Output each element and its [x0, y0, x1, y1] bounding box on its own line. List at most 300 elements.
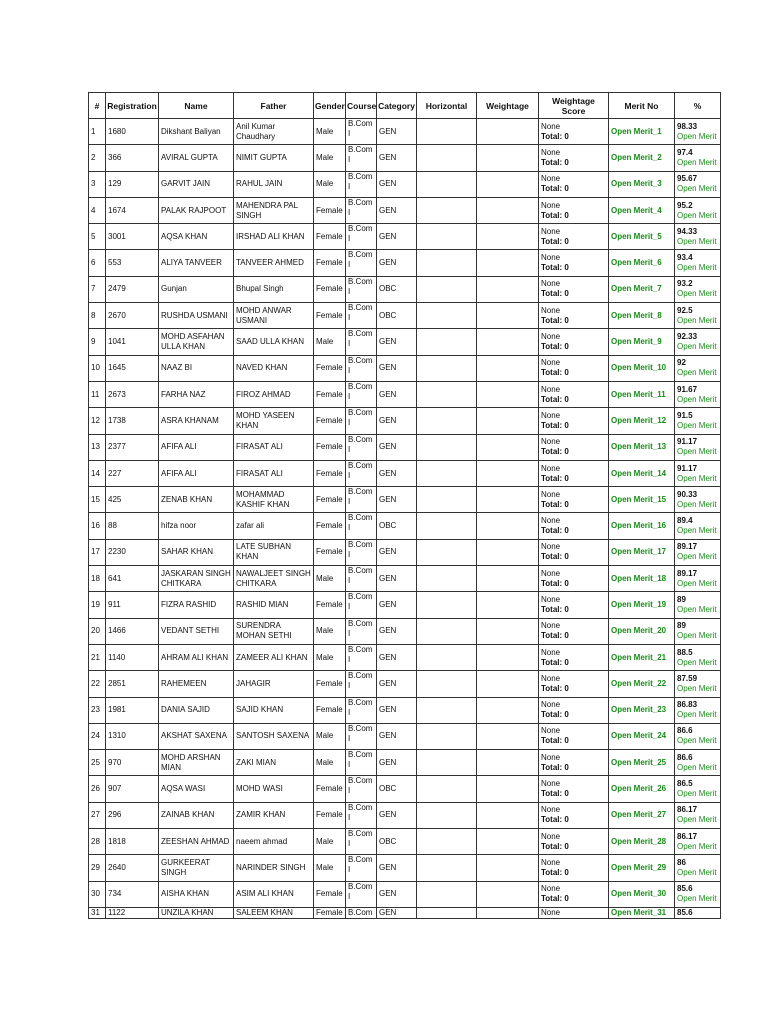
percent-label: Open Merit	[677, 552, 717, 562]
weightage-score-value: None	[541, 884, 561, 894]
name-cell: AKSHAT SAXENA	[159, 723, 234, 749]
percent-cell	[675, 697, 721, 723]
weightage-score-value: None	[541, 542, 561, 552]
gender-cell: Female	[314, 907, 346, 918]
percent-label: Open Merit	[677, 263, 717, 273]
gender-cell: Female	[314, 776, 346, 802]
weightage-score-value: None	[541, 410, 561, 420]
percent-value: 97.4	[677, 147, 693, 157]
name-cell: AISHA KHAN	[159, 881, 234, 907]
registration-cell: 1140	[106, 644, 159, 670]
table-row	[89, 197, 721, 223]
weightage-score-cell	[539, 381, 609, 407]
percent-label: Open Merit	[677, 815, 717, 825]
horizontal-cell	[417, 697, 477, 723]
name-cell: AVIRAL GUPTA	[159, 145, 234, 171]
percent-cell	[675, 197, 721, 223]
name-cell: AFIFA ALI	[159, 434, 234, 460]
weightage-score-value: None	[541, 647, 561, 657]
weightage-total: Total: 0	[541, 526, 569, 536]
percent-label: Open Merit	[677, 315, 717, 325]
table-row	[89, 671, 721, 697]
percent-value: 91.17	[677, 463, 698, 473]
weightage-score-value: None	[541, 147, 561, 157]
horizontal-cell	[417, 197, 477, 223]
percent-cell	[675, 355, 721, 381]
gender-cell: Female	[314, 434, 346, 460]
gender-cell: Male	[314, 855, 346, 881]
registration-cell: 1738	[106, 408, 159, 434]
registration-cell: 2673	[106, 381, 159, 407]
col-header-name: Name	[159, 93, 234, 119]
percent-cell	[675, 276, 721, 302]
table-row	[89, 750, 721, 776]
weightage-score-value: None	[541, 568, 561, 578]
name-cell: GURKEERAT SINGH	[159, 855, 234, 881]
merit-no-cell: Open Merit_8	[609, 303, 675, 329]
category-cell: OBC	[377, 276, 417, 302]
horizontal-cell	[417, 513, 477, 539]
horizontal-cell	[417, 408, 477, 434]
father-cell: ZAMIR KHAN	[234, 802, 314, 828]
percent-cell	[675, 802, 721, 828]
weightage-score-value: None	[541, 726, 561, 736]
name-cell: RAHEMEEN	[159, 671, 234, 697]
table-row	[89, 224, 721, 250]
percent-cell	[675, 566, 721, 592]
table-row	[89, 855, 721, 881]
weightage-cell	[477, 145, 539, 171]
horizontal-cell	[417, 119, 477, 145]
registration-cell: 1680	[106, 119, 159, 145]
percent-label: Open Merit	[677, 604, 717, 614]
weightage-total: Total: 0	[541, 815, 569, 825]
course-cell: B.Com I	[346, 671, 377, 697]
gender-cell: Female	[314, 487, 346, 513]
gender-cell: Male	[314, 723, 346, 749]
weightage-score-cell	[539, 776, 609, 802]
percent-cell	[675, 907, 721, 918]
horizontal-cell	[417, 750, 477, 776]
weightage-total: Total: 0	[541, 236, 569, 246]
percent-cell	[675, 618, 721, 644]
merit-no-cell: Open Merit_17	[609, 539, 675, 565]
father-cell: RAHUL JAIN	[234, 171, 314, 197]
registration-cell: 1041	[106, 329, 159, 355]
merit-no-cell: Open Merit_18	[609, 566, 675, 592]
weightage-score-cell	[539, 408, 609, 434]
horizontal-cell	[417, 723, 477, 749]
percent-value: 89	[677, 594, 686, 604]
father-cell: Anil Kumar Chaudhary	[234, 119, 314, 145]
weightage-total: Total: 0	[541, 394, 569, 404]
father-cell: FIRASAT ALI	[234, 460, 314, 486]
col-header-weightage: Weightage	[477, 93, 539, 119]
horizontal-cell	[417, 250, 477, 276]
percent-value: 89	[677, 621, 686, 631]
percent-value: 89.17	[677, 568, 698, 578]
weightage-score-value: None	[541, 700, 561, 710]
table-row	[89, 460, 721, 486]
name-cell: AHRAM ALI KHAN	[159, 644, 234, 670]
col-header-index: #	[89, 93, 106, 119]
category-cell: GEN	[377, 566, 417, 592]
father-cell: zafar ali	[234, 513, 314, 539]
merit-no-cell: Open Merit_28	[609, 829, 675, 855]
merit-no-cell: Open Merit_2	[609, 145, 675, 171]
course-cell: B.Com I	[346, 460, 377, 486]
percent-cell	[675, 434, 721, 460]
merit-no-cell: Open Merit_16	[609, 513, 675, 539]
table-row	[89, 723, 721, 749]
gender-cell: Female	[314, 539, 346, 565]
percent-value: 87.59	[677, 673, 698, 683]
weightage-score-value: None	[541, 437, 561, 447]
name-cell: PALAK RAJPOOT	[159, 197, 234, 223]
registration-cell: 734	[106, 881, 159, 907]
table-row	[89, 381, 721, 407]
percent-cell	[675, 644, 721, 670]
percent-cell	[675, 855, 721, 881]
col-header-percent: %	[675, 93, 721, 119]
registration-cell: 1122	[106, 907, 159, 918]
merit-no-cell: Open Merit_9	[609, 329, 675, 355]
percent-cell	[675, 303, 721, 329]
percent-value: 86.17	[677, 831, 698, 841]
weightage-score-value: None	[541, 358, 561, 368]
weightage-cell	[477, 566, 539, 592]
weightage-score-cell	[539, 171, 609, 197]
weightage-score-value: None	[541, 779, 561, 789]
weightage-score-cell	[539, 539, 609, 565]
row-index: 14	[89, 460, 106, 486]
name-cell: ALIYA TANVEER	[159, 250, 234, 276]
registration-cell: 1310	[106, 723, 159, 749]
percent-cell	[675, 592, 721, 618]
gender-cell: Male	[314, 329, 346, 355]
weightage-score-cell	[539, 829, 609, 855]
category-cell: GEN	[377, 881, 417, 907]
merit-no-cell: Open Merit_22	[609, 671, 675, 697]
weightage-score-value: None	[541, 907, 561, 917]
father-cell: MAHENDRA PAL SINGH	[234, 197, 314, 223]
table-row	[89, 907, 721, 918]
category-cell: GEN	[377, 750, 417, 776]
registration-cell: 2377	[106, 434, 159, 460]
percent-value: 85.6	[677, 907, 693, 917]
percent-cell	[675, 829, 721, 855]
father-cell: RASHID MIAN	[234, 592, 314, 618]
percent-value: 85.6	[677, 884, 693, 894]
table-row	[89, 802, 721, 828]
row-index: 8	[89, 303, 106, 329]
weightage-score-cell	[539, 802, 609, 828]
table-row	[89, 250, 721, 276]
category-cell: GEN	[377, 723, 417, 749]
percent-label: Open Merit	[677, 420, 717, 430]
weightage-total: Total: 0	[541, 631, 569, 641]
father-cell: FIRASAT ALI	[234, 434, 314, 460]
course-cell: B.Com I	[346, 644, 377, 670]
weightage-score-cell	[539, 303, 609, 329]
weightage-total: Total: 0	[541, 157, 569, 167]
registration-cell: 553	[106, 250, 159, 276]
weightage-cell	[477, 697, 539, 723]
percent-value: 88.5	[677, 647, 693, 657]
father-cell: IRSHAD ALI KHAN	[234, 224, 314, 250]
row-index: 10	[89, 355, 106, 381]
weightage-total: Total: 0	[541, 315, 569, 325]
col-header-gender: Gender	[314, 93, 346, 119]
percent-value: 94.33	[677, 226, 698, 236]
weightage-cell	[477, 750, 539, 776]
gender-cell: Female	[314, 381, 346, 407]
percent-value: 91.67	[677, 384, 698, 394]
percent-value: 92.33	[677, 332, 698, 342]
merit-list-table	[88, 92, 721, 919]
father-cell: Bhupal Singh	[234, 276, 314, 302]
col-header-course: Course	[346, 93, 377, 119]
weightage-score-cell	[539, 750, 609, 776]
registration-cell: 1466	[106, 618, 159, 644]
weightage-total: Total: 0	[541, 841, 569, 851]
percent-value: 89.17	[677, 542, 698, 552]
row-index: 1	[89, 119, 106, 145]
percent-label: Open Merit	[677, 631, 717, 641]
percent-cell	[675, 145, 721, 171]
merit-no-cell: Open Merit_15	[609, 487, 675, 513]
percent-cell	[675, 408, 721, 434]
percent-cell	[675, 250, 721, 276]
registration-cell: 2670	[106, 303, 159, 329]
name-cell: hifza noor	[159, 513, 234, 539]
registration-cell: 907	[106, 776, 159, 802]
name-cell: NAAZ BI	[159, 355, 234, 381]
row-index: 22	[89, 671, 106, 697]
father-cell: ZAKI MIAN	[234, 750, 314, 776]
name-cell: FIZRA RASHID	[159, 592, 234, 618]
weightage-cell	[477, 329, 539, 355]
weightage-score-cell	[539, 618, 609, 644]
percent-cell	[675, 224, 721, 250]
category-cell: GEN	[377, 250, 417, 276]
category-cell: GEN	[377, 539, 417, 565]
name-cell: AFIFA ALI	[159, 460, 234, 486]
percent-label: Open Merit	[677, 526, 717, 536]
merit-no-cell: Open Merit_20	[609, 618, 675, 644]
weightage-score-value: None	[541, 279, 561, 289]
col-header-horizontal: Horizontal	[417, 93, 477, 119]
course-cell: B.Com I	[346, 303, 377, 329]
weightage-score-cell	[539, 434, 609, 460]
table-row	[89, 487, 721, 513]
weightage-score-cell	[539, 697, 609, 723]
registration-cell: 296	[106, 802, 159, 828]
weightage-total: Total: 0	[541, 578, 569, 588]
father-cell: MOHAMMAD KASHIF KHAN	[234, 487, 314, 513]
weightage-total: Total: 0	[541, 894, 569, 904]
row-index: 4	[89, 197, 106, 223]
father-cell: SAAD ULLA KHAN	[234, 329, 314, 355]
percent-label: Open Merit	[677, 447, 717, 457]
percent-cell	[675, 723, 721, 749]
course-cell: B.Com I	[346, 592, 377, 618]
percent-value: 86.83	[677, 700, 698, 710]
name-cell: Gunjan	[159, 276, 234, 302]
percent-label: Open Merit	[677, 157, 717, 167]
weightage-score-value: None	[541, 594, 561, 604]
weightage-total: Total: 0	[541, 184, 569, 194]
row-index: 15	[89, 487, 106, 513]
table-row	[89, 329, 721, 355]
horizontal-cell	[417, 907, 477, 918]
percent-label: Open Merit	[677, 578, 717, 588]
name-cell: RUSHDA USMANI	[159, 303, 234, 329]
merit-no-cell: Open Merit_26	[609, 776, 675, 802]
horizontal-cell	[417, 329, 477, 355]
row-index: 3	[89, 171, 106, 197]
horizontal-cell	[417, 644, 477, 670]
percent-label: Open Merit	[677, 683, 717, 693]
category-cell: GEN	[377, 329, 417, 355]
merit-no-cell: Open Merit_24	[609, 723, 675, 749]
category-cell: GEN	[377, 487, 417, 513]
weightage-total: Total: 0	[541, 604, 569, 614]
percent-label: Open Merit	[677, 342, 717, 352]
weightage-total: Total: 0	[541, 342, 569, 352]
category-cell: GEN	[377, 197, 417, 223]
weightage-score-cell	[539, 355, 609, 381]
table-row	[89, 881, 721, 907]
weightage-total: Total: 0	[541, 762, 569, 772]
horizontal-cell	[417, 276, 477, 302]
percent-label: Open Merit	[677, 789, 717, 799]
course-cell: B.Com I	[346, 566, 377, 592]
course-cell: B.Com I	[346, 434, 377, 460]
name-cell: GARVIT JAIN	[159, 171, 234, 197]
percent-label: Open Merit	[677, 736, 717, 746]
horizontal-cell	[417, 829, 477, 855]
registration-cell: 2640	[106, 855, 159, 881]
father-cell: TANVEER AHMED	[234, 250, 314, 276]
category-cell: GEN	[377, 592, 417, 618]
weightage-cell	[477, 829, 539, 855]
weightage-total: Total: 0	[541, 683, 569, 693]
course-cell: B.Com I	[346, 224, 377, 250]
weightage-score-value: None	[541, 121, 561, 131]
father-cell: SALEEM KHAN	[234, 907, 314, 918]
category-cell: OBC	[377, 513, 417, 539]
registration-cell: 88	[106, 513, 159, 539]
weightage-score-cell	[539, 513, 609, 539]
weightage-total: Total: 0	[541, 473, 569, 483]
father-cell: ZAMEER ALI KHAN	[234, 644, 314, 670]
weightage-score-value: None	[541, 332, 561, 342]
weightage-score-cell	[539, 197, 609, 223]
father-cell: NARINDER SINGH	[234, 855, 314, 881]
table-row	[89, 539, 721, 565]
name-cell: FARHA NAZ	[159, 381, 234, 407]
percent-value: 93.4	[677, 253, 693, 263]
horizontal-cell	[417, 487, 477, 513]
weightage-cell	[477, 119, 539, 145]
course-cell: B.Com I	[346, 750, 377, 776]
percent-cell	[675, 329, 721, 355]
weightage-score-value: None	[541, 857, 561, 867]
table-row	[89, 644, 721, 670]
weightage-total: Total: 0	[541, 657, 569, 667]
weightage-cell	[477, 460, 539, 486]
horizontal-cell	[417, 460, 477, 486]
weightage-cell	[477, 487, 539, 513]
category-cell: GEN	[377, 618, 417, 644]
horizontal-cell	[417, 145, 477, 171]
weightage-cell	[477, 303, 539, 329]
category-cell: GEN	[377, 119, 417, 145]
merit-no-cell: Open Merit_14	[609, 460, 675, 486]
registration-cell: 641	[106, 566, 159, 592]
percent-label: Open Merit	[677, 894, 717, 904]
row-index: 30	[89, 881, 106, 907]
course-cell: B.Com I	[346, 487, 377, 513]
horizontal-cell	[417, 776, 477, 802]
weightage-score-value: None	[541, 463, 561, 473]
name-cell: ZAINAB KHAN	[159, 802, 234, 828]
table-row	[89, 697, 721, 723]
percent-cell	[675, 487, 721, 513]
col-header-merit-no: Merit No	[609, 93, 675, 119]
weightage-total: Total: 0	[541, 499, 569, 509]
percent-value: 89.4	[677, 516, 693, 526]
percent-value: 86.6	[677, 752, 693, 762]
weightage-total: Total: 0	[541, 552, 569, 562]
father-cell: NAVED KHAN	[234, 355, 314, 381]
weightage-cell	[477, 513, 539, 539]
percent-label: Open Merit	[677, 499, 717, 509]
gender-cell: Female	[314, 224, 346, 250]
horizontal-cell	[417, 434, 477, 460]
percent-value: 86	[677, 857, 686, 867]
category-cell: GEN	[377, 171, 417, 197]
weightage-score-cell	[539, 881, 609, 907]
category-cell: OBC	[377, 829, 417, 855]
horizontal-cell	[417, 171, 477, 197]
category-cell: GEN	[377, 855, 417, 881]
category-cell: GEN	[377, 408, 417, 434]
course-cell: B.Com I	[346, 539, 377, 565]
merit-no-cell: Open Merit_23	[609, 697, 675, 723]
gender-cell: Male	[314, 566, 346, 592]
row-index: 27	[89, 802, 106, 828]
gender-cell: Female	[314, 671, 346, 697]
horizontal-cell	[417, 855, 477, 881]
percent-cell	[675, 381, 721, 407]
gender-cell: Female	[314, 802, 346, 828]
percent-label: Open Merit	[677, 131, 717, 141]
name-cell: ZENAB KHAN	[159, 487, 234, 513]
weightage-cell	[477, 618, 539, 644]
category-cell: GEN	[377, 907, 417, 918]
gender-cell: Female	[314, 592, 346, 618]
course-cell: B.Com I	[346, 855, 377, 881]
gender-cell: Female	[314, 197, 346, 223]
registration-cell: 911	[106, 592, 159, 618]
row-index: 18	[89, 566, 106, 592]
merit-no-cell: Open Merit_7	[609, 276, 675, 302]
weightage-total: Total: 0	[541, 263, 569, 273]
father-cell: SANTOSH SAXENA	[234, 723, 314, 749]
weightage-cell	[477, 381, 539, 407]
